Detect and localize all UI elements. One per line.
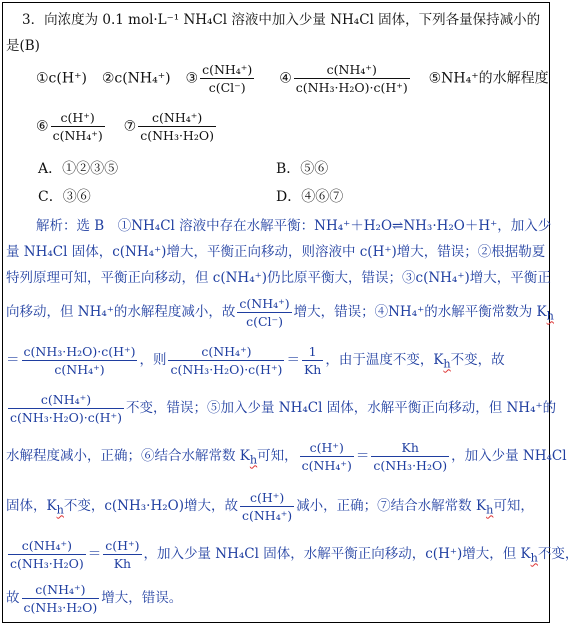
item-7-fraction: $\frac{\text{c(NH₄⁺)}}{\text{c(NH₃·H₂O)}}$	[140, 110, 214, 143]
question-items-row1	[36, 62, 549, 95]
item-3-label: ③	[185, 70, 199, 87]
item-6-fraction: $\frac{c(H^+)}{\text{c(NH₄⁺)}}$	[52, 110, 103, 143]
item-1: ①c(H⁺)	[36, 70, 87, 87]
solution-line10: 故 $\frac{\text{c(NH₄⁺)}}{\text{c(NH₃·H₂O)}}$ 增大，错误。	[6, 582, 183, 615]
item-6-label: ⑥	[36, 118, 49, 135]
question-stem-line1: 3．向浓度为 0.1 mol·L⁻¹ NH₄Cl 溶液中加入少量 NH₄Cl 固体，下列各量保持减小的	[22, 12, 541, 28]
item-7-label: ⑦	[123, 118, 137, 135]
option-d: D．④⑥⑦	[276, 189, 344, 205]
option-b: B．⑤⑥	[276, 161, 329, 177]
solution-line5: ＝ $\frac{\text{c(NH₃·H₂O)·c(H⁺)}}{\text{c(NH₄⁺)}}$ ，则 $\frac{\text{c(NH₄⁺)}}{\text{c(NH₃·H₂O)·c(H⁺)}}$ ＝ $\frac{1}{Kh}$ ，由于温度不变，$K_h$不变，故	[6, 344, 505, 377]
option-a: A．①②③⑤	[38, 161, 119, 177]
solution-line4: 向移动，但 NH₄⁺的水解程度减小，故 $\frac{\text{c(NH₄⁺)}}{c(Cl^-)}$ 增大，错误；④NH₄⁺的水解平衡常数为 $K_h$	[6, 296, 554, 329]
solution-line9: $\frac{\text{c(NH₄⁺)}}{\text{c(NH₃·H₂O)}}$ ＝ $\frac{c(H^+)}{Kh}$ ，加入少量 NH₄Cl 固体，水解平衡正向移动，c(H⁺)增大，但 $K_h$不变，	[10, 538, 578, 571]
solution-line7: 水解程度减小，正确；⑥结合水解常数 $K_h$可知， $\frac{c(H^+)}{\text{c(NH₄⁺)}}$ ＝ $\frac{Kh}{\text{c(NH₃·H₂O)}}$ ，加入少量 NH₄Cl	[6, 440, 567, 473]
solution-line3: 特列原理可知，平衡正向移动，但 c(NH₄⁺)仍比原平衡大，错误；③c(NH₄⁺)增大，平衡正	[6, 270, 551, 286]
item-5: ⑤NH₄⁺的水解程度	[428, 70, 549, 87]
solution-line1: 解析：选 B ①NH₄Cl 溶液中存在水解平衡：NH₄⁺＋H₂O⇌NH₃·H₂O＋H⁺，加入少	[36, 218, 552, 234]
question-stem-line2: 是(B)	[6, 38, 40, 54]
solution-line6: $\frac{\text{c(NH₄⁺)}}{\text{c(NH₃·H₂O)·c(H⁺)}}$ 不变，错误；⑤加入少量 NH₄Cl 固体，水解平衡正向移动，但 NH₄⁺的	[10, 392, 557, 425]
item-4-fraction: $\frac{\text{c(NH₄⁺)}}{\text{c(NH₃·H₂O)·c(H⁺)}}$	[295, 62, 408, 95]
solution-line2: 量 NH₄Cl 固体，c(NH₄⁺)增大，平衡正向移动，则溶液中 c(H⁺)增大，错误；②根据勒夏	[6, 244, 546, 260]
question-items-row2	[36, 110, 218, 143]
item-2: ②c(NH₄⁺)	[101, 70, 171, 87]
option-c: C．③⑥	[38, 189, 91, 205]
item-3-fraction: $\frac{\text{c(NH₄⁺)}}{c(Cl^-)}$	[202, 62, 253, 95]
item-4-label: ④	[279, 70, 292, 87]
solution-line8: 固体，$K_h$不变，c(NH₃·H₂O)增大，故 $\frac{c(H^+)}{\text{c(NH₄⁺)}}$ 减小，正确；⑦结合水解常数 $K_h$可知，	[6, 490, 534, 523]
